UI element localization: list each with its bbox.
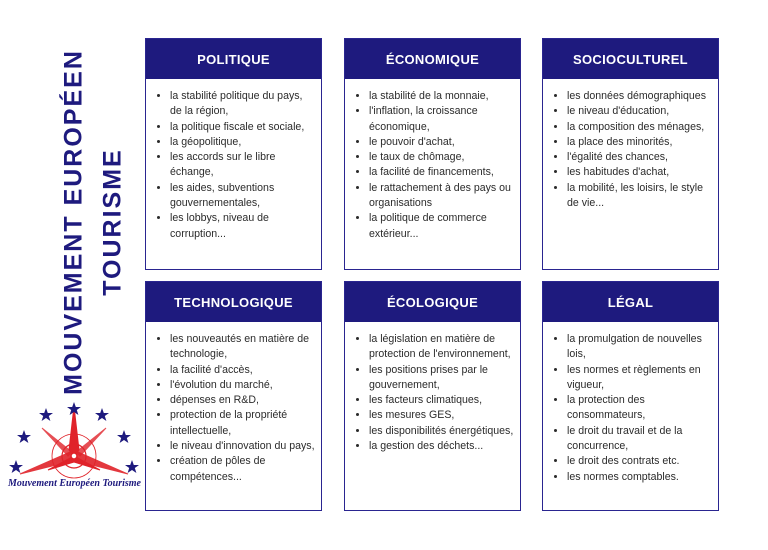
card-heading: ÉCONOMIQUE: [345, 39, 520, 79]
list-item: • le niveau d'innovation du pays,: [170, 439, 315, 454]
list-item: • les disponibilités énergétiques,: [369, 424, 514, 439]
list-item: • la protection des consommateurs,: [567, 393, 712, 424]
list-item: • la législation en matière de protection de l'environnement,: [369, 332, 514, 363]
list-item: • les habitudes d'achat,: [567, 165, 712, 180]
title-line-2: TOURISME: [98, 148, 126, 296]
card-politique: [145, 38, 322, 270]
list-item: • les données démographiques: [567, 89, 712, 104]
list-item: • le niveau d'éducation,: [567, 104, 712, 119]
card-legal: [542, 281, 719, 511]
list-item: • les mesures GES,: [369, 408, 514, 423]
list-item: • la place des minorités,: [567, 135, 712, 150]
card-technologique: [145, 281, 322, 511]
logo-caption: Mouvement Européen Tourisme: [8, 478, 141, 489]
list-item: • la géopolitique,: [170, 135, 315, 150]
list-item: • la politique de commerce extérieur...: [369, 211, 514, 242]
card-list: [543, 322, 718, 485]
list-item: • l'égalité des chances,: [567, 150, 712, 165]
list-item: • l'évolution du marché,: [170, 378, 315, 393]
card-list: [146, 79, 321, 242]
card-list: [146, 322, 321, 485]
list-item: • les aides, subventions gouvernementales,: [170, 181, 315, 212]
list-item: • les facteurs climatiques,: [369, 393, 514, 408]
list-item: • le droit du travail et de la concurrence,: [567, 424, 712, 455]
list-item: • le droit des contrats etc.: [567, 454, 712, 469]
list-item: • la gestion des déchets...: [369, 439, 514, 454]
list-item: • les accords sur le libre échange,: [170, 150, 315, 181]
list-item: • la stabilité politique du pays, de la région,: [170, 89, 315, 120]
list-item: • les normes comptables.: [567, 470, 712, 485]
card-heading: ÉCOLOGIQUE: [345, 282, 520, 322]
list-item: • les positions prises par le gouvernement,: [369, 363, 514, 394]
card-heading: POLITIQUE: [146, 39, 321, 79]
list-item: • la politique fiscale et sociale,: [170, 120, 315, 135]
list-item: • les normes et règlements en vigueur,: [567, 363, 712, 394]
list-item: • l'inflation, la croissance économique,: [369, 104, 514, 135]
list-item: • les lobbys, niveau de corruption...: [170, 211, 315, 242]
card-heading: SOCIOCULTUREL: [543, 39, 718, 79]
compass-rose-icon: [20, 406, 128, 478]
list-item: • la composition des ménages,: [567, 120, 712, 135]
list-item: • dépenses en R&D,: [170, 393, 315, 408]
list-item: • le taux de chômage,: [369, 150, 514, 165]
card-socioculturel: [542, 38, 719, 270]
list-item: • la facilité d'accès,: [170, 363, 315, 378]
vertical-title: [48, 36, 138, 408]
card-list: [345, 322, 520, 454]
card-ecologique: [344, 281, 521, 511]
list-item: • protection de la propriété intellectuelle,: [170, 408, 315, 439]
title-line-1: MOUVEMENT EUROPÉEN: [59, 49, 88, 395]
list-item: • le pouvoir d'achat,: [369, 135, 514, 150]
list-item: • la mobilité, les loisirs, le style de vie...: [567, 181, 712, 212]
list-item: • création de pôles de compétences...: [170, 454, 315, 485]
list-item: • les nouveautés en matière de technologie,: [170, 332, 315, 363]
list-item: • la facilité de financements,: [369, 165, 514, 180]
card-list: [543, 79, 718, 211]
card-heading: LÉGAL: [543, 282, 718, 322]
card-heading: TECHNOLOGIQUE: [146, 282, 321, 322]
list-item: • la promulgation de nouvelles lois,: [567, 332, 712, 363]
list-item: • la stabilité de la monnaie,: [369, 89, 514, 104]
list-item: • le rattachement à des pays ou organisations: [369, 181, 514, 212]
card-list: [345, 79, 520, 242]
card-economique: [344, 38, 521, 270]
